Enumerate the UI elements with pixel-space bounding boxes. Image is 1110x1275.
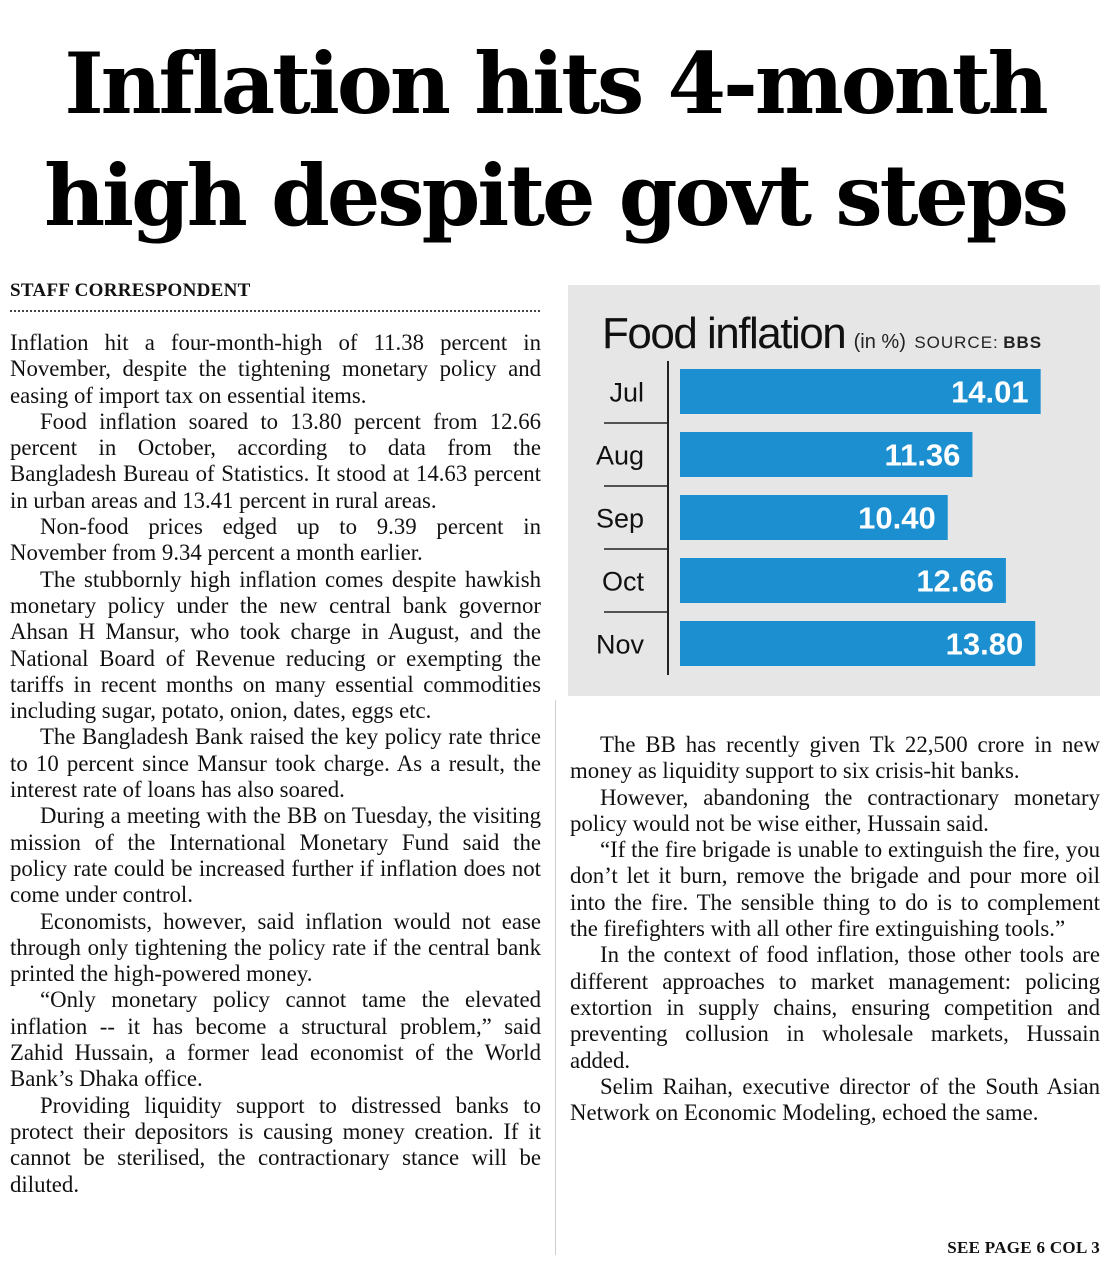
headline-line-1: Inflation hits 4-month: [64, 34, 1046, 133]
category-label: Sep: [595, 503, 644, 534]
paragraph: Selim Raihan, executive director of the South Asian Network on Economic Modeling, echoed the same.: [570, 1073, 1100, 1126]
category-label: Jul: [609, 377, 644, 408]
article-column-left: [10, 330, 541, 1198]
food-inflation-chart: [568, 285, 1100, 696]
paragraph: Food inflation soared to 13.80 percent from 12.66 percent in October, according to data from the Bangladesh Bureau of Statistics. It stood at 14.63 percent in urban areas and 13.41 percent in rural areas.: [10, 408, 541, 513]
category-label: Oct: [601, 566, 644, 597]
article-column-right: [570, 732, 1100, 1126]
column-divider: [555, 700, 556, 1255]
bar-value-label: 11.36: [884, 437, 961, 473]
paragraph: “Only monetary policy cannot tame the elevated inflation -- it has become a structural problem,” said Zahid Hussain, a former lead economist of the World Bank’s Dhaka office.: [10, 987, 541, 1092]
paragraph: Inflation hit a four-month-high of 11.38 percent in November, despite the tightening monetary policy and easing of import tax on essential items.: [10, 330, 541, 408]
paragraph: “If the fire brigade is unable to extinguish the fire, you don’t let it burn, remove the brigade and pour more oil into the fire. The sensible thing to do is to complement the firefighters with all other fire extinguishing tools.”: [570, 837, 1100, 942]
category-label: Nov: [595, 629, 644, 660]
continuation-note: SEE PAGE 6 COL 3: [947, 1238, 1100, 1257]
paragraph: Economists, however, said inflation would not ease through only tightening the policy rate if the central bank printed the high-powered money.: [10, 908, 541, 987]
chart-source-label: SOURCE:: [914, 333, 999, 352]
bar-value-label: 12.66: [916, 563, 994, 599]
headline: [0, 28, 1110, 252]
category-label: Aug: [595, 440, 644, 471]
paragraph: The stubbornly high inflation comes despite hawkish monetary policy under the new central bank governor Ahsan H Mansur, who took charge in August, and the National Board of Revenue reducing or exempting the tariffs in recent months on many essential commodities including sugar, potato, onion, dates, eggs etc.: [10, 566, 541, 724]
paragraph: The BB has recently given Tk 22,500 crore in new money as liquidity support to six crisis-hit banks.: [570, 732, 1100, 784]
paragraph: Providing liquidity support to distressed banks to protect their depositors is causing money creation. If it cannot be sterilised, the contractionary stance will be diluted.: [10, 1092, 541, 1197]
paragraph: Non-food prices edged up to 9.39 percent in November from 9.34 percent a month earlier.: [10, 514, 541, 566]
bar-value-label: 13.80: [945, 626, 1024, 662]
bar-value-label: 14.01: [951, 374, 1029, 410]
bar-value-label: 10.40: [858, 500, 936, 536]
headline-line-2: high despite govt steps: [44, 146, 1066, 245]
chart-source: BBS: [1003, 333, 1043, 352]
chart-plot: [568, 285, 1100, 696]
byline: STAFF CORRESPONDENT: [10, 280, 540, 312]
paragraph: During a meeting with the BB on Tuesday, the visiting mission of the International Monetary Fund said the policy rate could be increased further if inflation does not come under control.: [10, 803, 541, 908]
paragraph: The Bangladesh Bank raised the key policy rate thrice to 10 percent since Mansur took charge. As a result, the interest rate of loans has also soared.: [10, 724, 541, 803]
chart-unit: (in %): [853, 331, 906, 353]
chart-title-text: Food inflation: [602, 309, 846, 358]
paragraph: However, abandoning the contractionary monetary policy would not be wise either, Hussain said.: [570, 784, 1100, 836]
paragraph: In the context of food inflation, those other tools are different approaches to market management: policing extortion in supply chains, ensuring competition and preventing collusion in wholesale markets, Hussain added.: [570, 942, 1100, 1073]
